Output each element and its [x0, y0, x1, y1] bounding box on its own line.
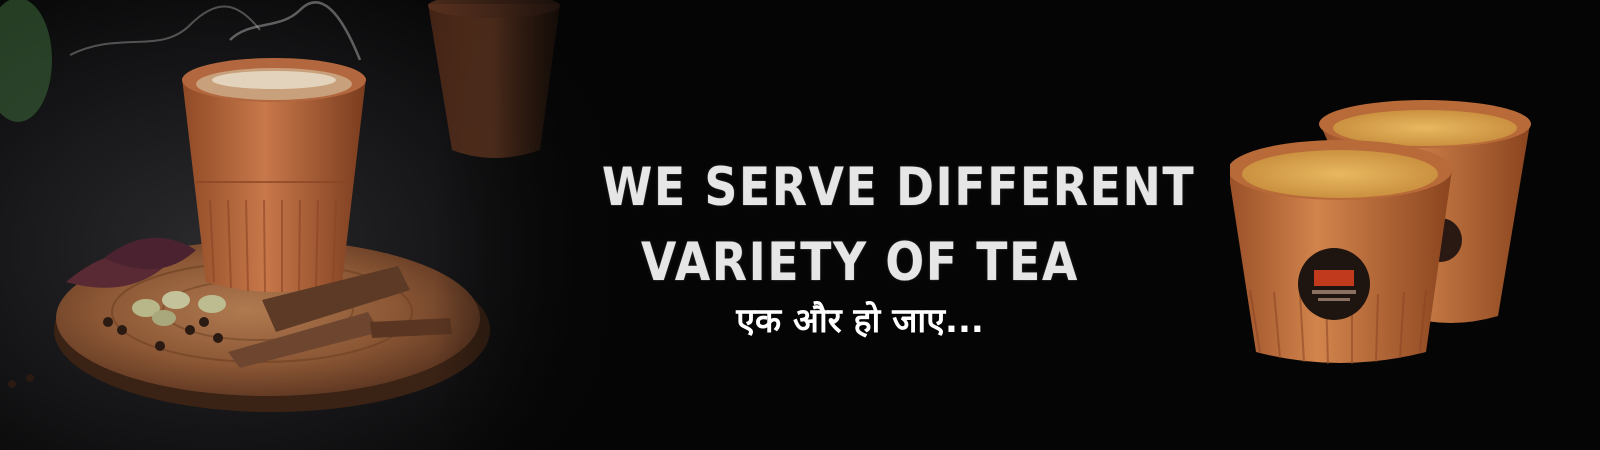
- headline: [560, 150, 1196, 300]
- headline-line-1: WE SERVE DIFFERENT: [602, 157, 1196, 218]
- two-kulhad-cups-photo: [1230, 90, 1570, 390]
- kulhad-chai-photo: [0, 0, 620, 450]
- headline-line-2: VARIETY OF TEA: [641, 232, 1079, 293]
- hindi-tagline: एक और हो जाए...: [736, 301, 984, 341]
